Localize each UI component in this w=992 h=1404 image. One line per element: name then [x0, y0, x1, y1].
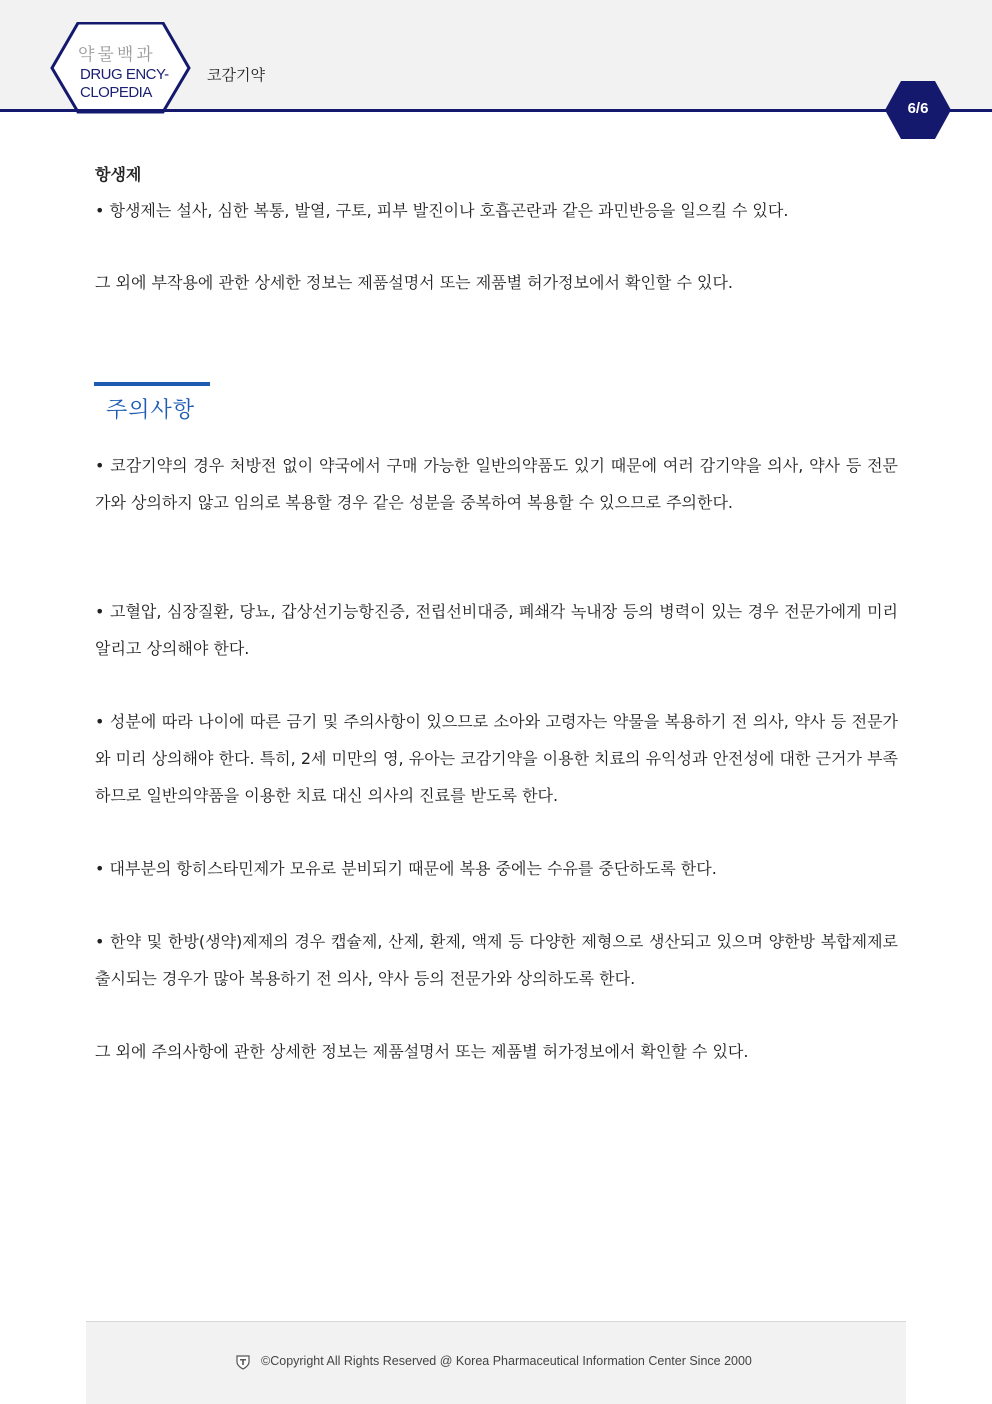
precaution-item: • 성분에 따라 나이에 따른 금기 및 주의사항이 있으므로 소아와 고령자는 약물을 복용하기 전 의사, 약사 등 전문가와 미리 상의해야 한다. 특히, 2세 미만의 영, 유아는 코감기약을 이용한 치료의 유익성과 안전성에 대한 근거가 부족하므로 일반의약품을 이용한 치료 대신 의사의 진료를 받도록 한다. [95, 712, 898, 805]
precaution-item: • 대부분의 항히스타민제가 모유로 분비되기 때문에 복용 중에는 수유를 중단하도록 한다. [95, 859, 717, 878]
precautions-note: 그 외에 주의사항에 관한 상세한 정보는 제품설명서 또는 제품별 허가정보에서 확인할 수 있다. [95, 1042, 749, 1061]
footer-copyright: ©Copyright All Rights Reserved @ Korea Pharmaceutical Information Center Since 2000 [261, 1354, 752, 1368]
logo-english-text [80, 66, 190, 102]
page-number: 6/6 [907, 100, 929, 117]
precaution-item: • 코감기약의 경우 처방전 없이 약국에서 구매 가능한 일반의약품도 있기 때문에 여러 감기약을 의사, 약사 등 전문가와 상의하지 않고 임의로 복용할 경우 같은 성분을 중복하여 복용할 수 있으므로 주의한다. [95, 456, 898, 512]
precaution-item: • 고혈압, 심장질환, 당뇨, 갑상선기능항진증, 전립선비대증, 폐쇄각 녹내장 등의 병력이 있는 경우 전문가에게 미리 알리고 상의해야 한다. [95, 602, 898, 658]
logo-korean-text: 약물백과 [78, 45, 156, 65]
antibiotics-note: 그 외에 부작용에 관한 상세한 정보는 제품설명서 또는 제품별 허가정보에서 확인할 수 있다. [95, 273, 733, 292]
logo-english-line-2: CLOPEDIA [80, 84, 152, 101]
header-title: 코감기약 [207, 66, 265, 84]
shield-emblem-icon [235, 1354, 251, 1370]
section-underline-bar [94, 382, 210, 386]
precaution-item: • 한약 및 한방(생약)제제의 경우 캡슐제, 산제, 환제, 액제 등 다양한 제형으로 생산되고 있으며 양한방 복합제제로 출시되는 경우가 많아 복용하기 전 의사, 약사 등의 전문가와 상의하도록 한다. [95, 932, 898, 988]
antibiotics-bullet: • 항생제는 설사, 심한 복통, 발열, 구토, 피부 발진이나 호흡곤란과 같은 과민반응을 일으킬 수 있다. [95, 201, 789, 220]
section-title-precautions: 주의사항 [106, 398, 196, 423]
logo-english-line-1: DRUG ENCY- [80, 66, 169, 83]
antibiotics-heading: 항생제 [95, 165, 142, 184]
header-divider [0, 109, 992, 112]
